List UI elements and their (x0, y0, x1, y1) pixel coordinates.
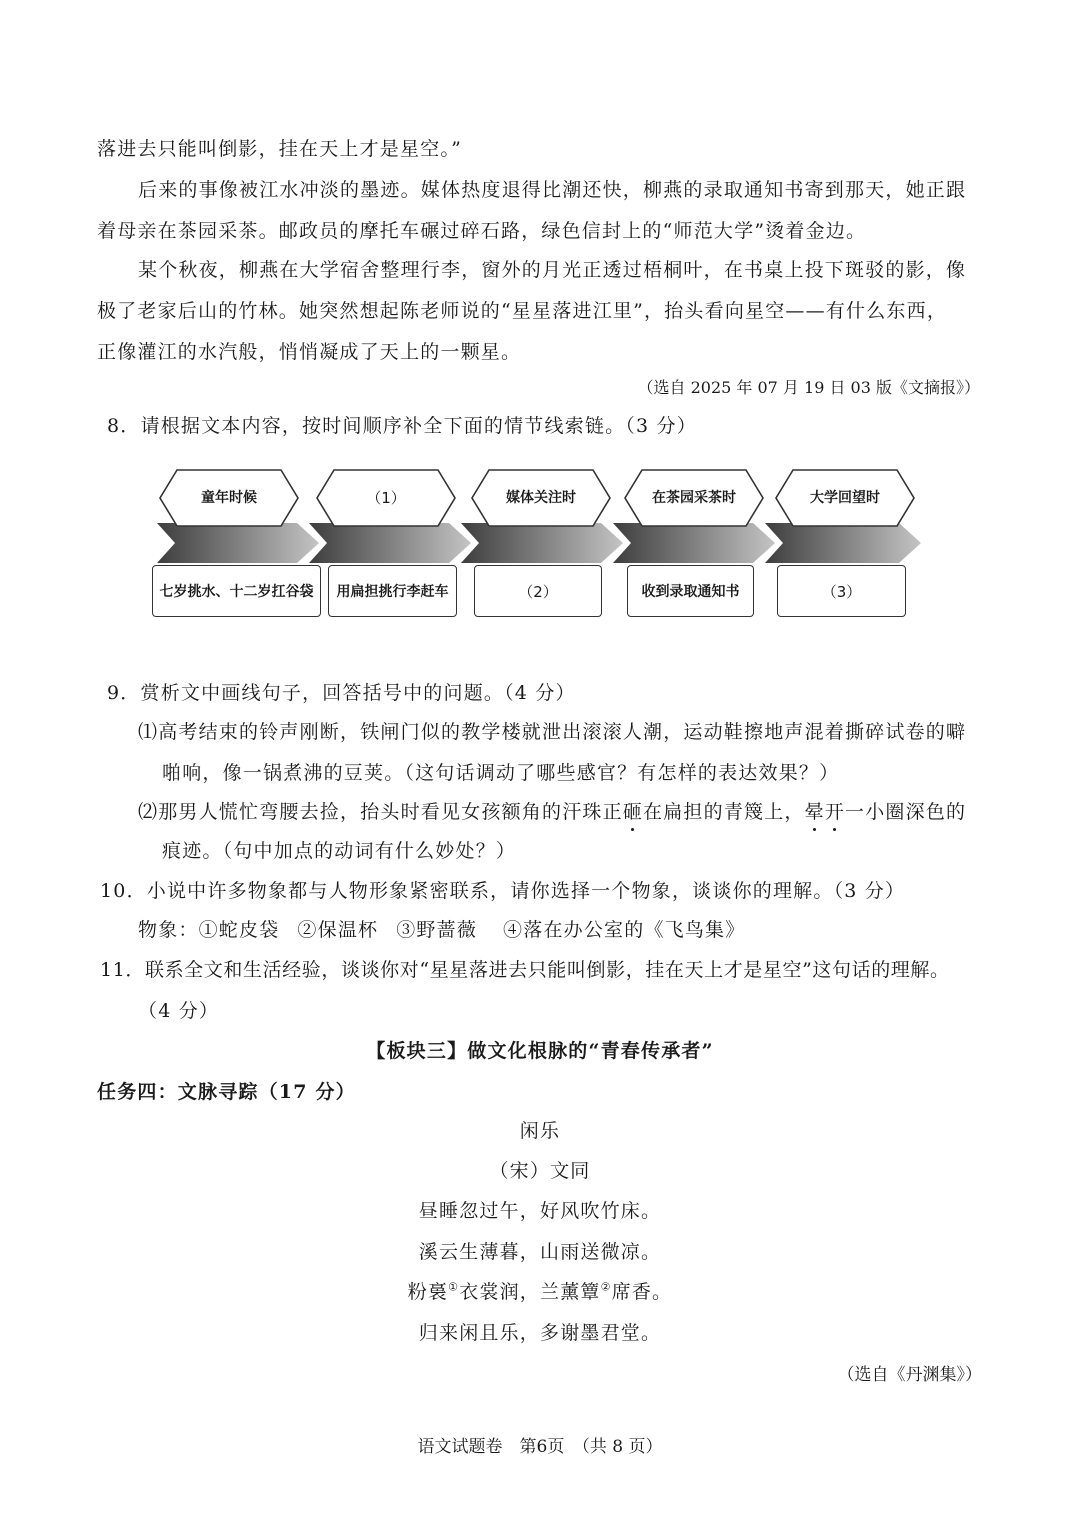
sentence-text: 一小圈深色的 (845, 801, 967, 823)
stage-label: （1） (366, 489, 406, 507)
stage-label: 大学回望时 (810, 490, 880, 506)
dotted-verb: 晕 (805, 797, 825, 824)
passage-line: 落进去只能叫倒影，挂在天上才是星空。” (97, 138, 463, 160)
poem-text: 衣裳润，兰薰簟 (459, 1281, 601, 1303)
event-box-3: （2） (474, 565, 602, 617)
poem-line: 归来闲且乐，多谢墨君堂。 (418, 1322, 662, 1344)
stage-label: 在茶园采茶时 (652, 490, 736, 506)
section-title: 【板块三】做文化根脉的“青春传承者” (366, 1040, 714, 1062)
dotted-verb: 开 (825, 797, 845, 824)
chevron-5 (765, 523, 921, 563)
chevron-band (157, 523, 922, 563)
passage-line: 某个秋夜，柳燕在大学宿舍整理行李，窗外的月光正透过梧桐叶，在书桌上投下斑驳的影，像 (138, 259, 967, 281)
footnote-marker: ① (448, 1280, 460, 1294)
stage-diamond-5 (775, 469, 915, 527)
stage-label: 童年时候 (201, 490, 257, 506)
poem-line: 溪云生薄暮，山雨送微凉。 (418, 1241, 662, 1263)
dotted-verb: 砸 (623, 797, 643, 824)
page-footer: 语文试题卷 第6页 （共 8 页） (417, 1437, 663, 1457)
option-item: ③野蔷薇 (396, 919, 478, 941)
poem-source: （选自《丹渊集》） (837, 1365, 982, 1385)
question-9-sentence-2 (138, 797, 966, 824)
stage-diamond-2 (316, 469, 456, 527)
question-8: 8．请根据文本内容，按时间顺序补全下面的情节线索链。（3 分） (107, 415, 697, 437)
poem-author: （宋）文同 (489, 1160, 591, 1182)
chevron-1 (157, 523, 319, 563)
poem-line: 昼睡忽过午，好风吹竹床。 (418, 1200, 662, 1222)
question-9-sentence-2-cont: 痕迹。（句中加点的动词有什么妙处？） (162, 840, 517, 862)
task-heading: 任务四：文脉寻踪（17 分） (97, 1081, 356, 1103)
passage-line: 极了老家后山的竹林。她突然想起陈老师说的“星星落进江里”，抬头看向星空——有什么东西， (97, 300, 948, 322)
chevron-3 (461, 523, 623, 563)
question-10: 10．小说中许多物象都与人物形象紧密联系，请你选择一个物象，谈谈你的理解。（3 分） (100, 880, 906, 902)
stage-label: 媒体关注时 (506, 490, 576, 506)
option-item: ②保温杯 (297, 919, 379, 941)
question-9-sentence-1: ⑴高考结束的铃声刚断，铁闸门似的教学楼就泄出滚滚人潮，运动鞋擦地声混着撕碎试卷的噼 (138, 721, 967, 743)
stage-diamond-4 (624, 469, 764, 527)
footnote-marker: ② (600, 1280, 612, 1294)
sentence-text: ⑵那男人慌忙弯腰去捡，抬头时看见女孩额角的汗珠正 (138, 801, 623, 823)
poem-text: 席香。 (611, 1281, 673, 1303)
chevron-4 (613, 523, 775, 563)
poem-line (0, 1277, 1080, 1304)
question-11-score: （4 分） (138, 1000, 220, 1022)
passage-line: 着母亲在茶园采茶。邮政员的摩托车碾过碎石路，绿色信封上的“师范大学”烫着金边。 (97, 220, 867, 242)
event-box-4: 收到录取通知书 (627, 565, 754, 617)
poem-text: 粉裛 (407, 1281, 449, 1303)
option-item: ④落在办公室的《飞鸟集》 (503, 919, 746, 941)
passage-line: 正像灌江的水汽般，悄悄凝成了天上的一颗星。 (97, 341, 522, 363)
event-box-2: 用扁担挑行李赶车 (328, 565, 457, 617)
options-label: 物象： (138, 919, 199, 941)
event-box-1: 七岁挑水、十二岁扛谷袋 (152, 565, 321, 617)
chevron-2 (309, 523, 471, 563)
option-item: ①蛇皮袋 (198, 919, 280, 941)
stage-diamond-3 (471, 469, 611, 527)
poem-title: 闲乐 (519, 1120, 561, 1142)
event-box-5: （3） (777, 565, 906, 617)
question-11: 11．联系全文和生活经验，谈谈你对“星星落进去只能叫倒影，挂在天上才是星空”这句话的理解。 (100, 959, 950, 981)
question-9-sentence-1-cont: 啪响，像一锅煮沸的豆荚。（这句话调动了哪些感官？有怎样的表达效果？） (162, 762, 840, 784)
passage-line: 后来的事像被江水冲淡的墨迹。媒体热度退得比潮还快，柳燕的录取通知书寄到那天，她正跟 (138, 179, 967, 201)
stage-diamond-1 (159, 469, 299, 527)
sentence-text: 在扁担的青篾上， (643, 801, 805, 823)
question-9: 9．赏析文中画线句子，回答括号中的问题。（4 分） (107, 682, 576, 704)
question-10-options (138, 915, 745, 942)
passage-source: （选自 2025 年 07 月 19 日 03 版《文摘报》） (637, 378, 980, 397)
